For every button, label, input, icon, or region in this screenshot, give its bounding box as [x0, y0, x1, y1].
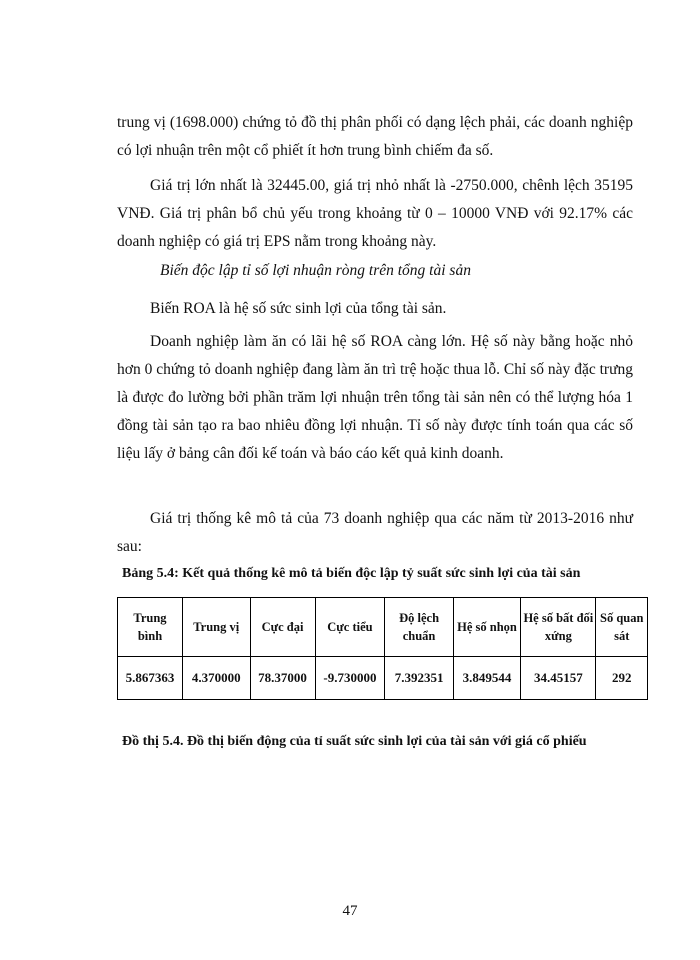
header-median: Trung vị	[182, 598, 250, 657]
paragraph-stats-intro: Giá trị thống kê mô tả của 73 doanh nghiệp qua các năm từ 2013-2016 như sau:	[117, 510, 633, 555]
paragraph-eps-range: Giá trị lớn nhất là 32445.00, giá trị nhỏ nhất là -2750.000, chênh lệch 35195 VNĐ. Giá trị phân bổ chủ yếu trong khoảng từ 0 – 10000 VNĐ với 92.17% các doanh nghiệp có giá trị EPS nằm trong khoảng này.	[117, 177, 633, 250]
roa-statistics-table	[117, 597, 648, 700]
cell-kurtosis: 3.849544	[453, 657, 521, 700]
paragraph-roa-explanation: Doanh nghiệp làm ăn có lãi hệ số ROA càng lớn. Hệ số này bằng hoặc nhỏ hơn 0 chứng tỏ doanh nghiệp đang làm ăn trì trệ hoặc thua lỗ. Chỉ số này đặc trưng là được đo lường bởi phần trăm lợi nhuận trên tổng tài sản nên có thể lượng hóa 1 đồng tài sản tạo ra bao nhiêu đồng lợi nhuận. Tỉ số này được tính toán qua các số liệu lấy ở bảng cân đối kế toán và báo cáo kết quả kinh doanh.	[117, 333, 633, 462]
cell-max: 78.37000	[250, 657, 315, 700]
cell-min: -9.730000	[315, 657, 385, 700]
table-header-row	[118, 598, 648, 657]
figure-caption: Đồ thị 5.4. Đồ thị biến động của tỉ suất sức sinh lợi của tài sản với giá cổ phiếu	[122, 734, 587, 749]
cell-observations: 292	[596, 657, 648, 700]
header-min: Cực tiểu	[315, 598, 385, 657]
header-skewness: Hệ số bất đối xứng	[521, 598, 596, 657]
header-observations: Số quan sát	[596, 598, 648, 657]
header-mean: Trung bình	[118, 598, 183, 657]
section-heading-roa: Biến độc lập tỉ số lợi nhuận ròng trên tổng tài sản	[160, 262, 471, 279]
cell-std-dev: 7.392351	[385, 657, 453, 700]
cell-median: 4.370000	[182, 657, 250, 700]
header-max: Cực đại	[250, 598, 315, 657]
cell-skewness: 34.45157	[521, 657, 596, 700]
table-row	[118, 657, 648, 700]
header-std-dev: Độ lệch chuẩn	[385, 598, 453, 657]
page-number: 47	[342, 903, 358, 919]
table-caption: Bảng 5.4: Kết quả thống kê mô tả biến độc lập tỷ suất sức sinh lợi của tài sản	[122, 566, 581, 581]
paragraph-median-note: trung vị (1698.000) chứng tỏ đồ thị phân phối có dạng lệch phải, các doanh nghiệp có lợi nhuận trên một cổ phiết ít hơn trung bình chiếm đa số.	[117, 114, 633, 159]
cell-mean: 5.867363	[118, 657, 183, 700]
header-kurtosis: Hệ số nhọn	[453, 598, 521, 657]
paragraph-roa-definition: Biến ROA là hệ số sức sinh lợi của tổng tài sản.	[150, 300, 447, 317]
